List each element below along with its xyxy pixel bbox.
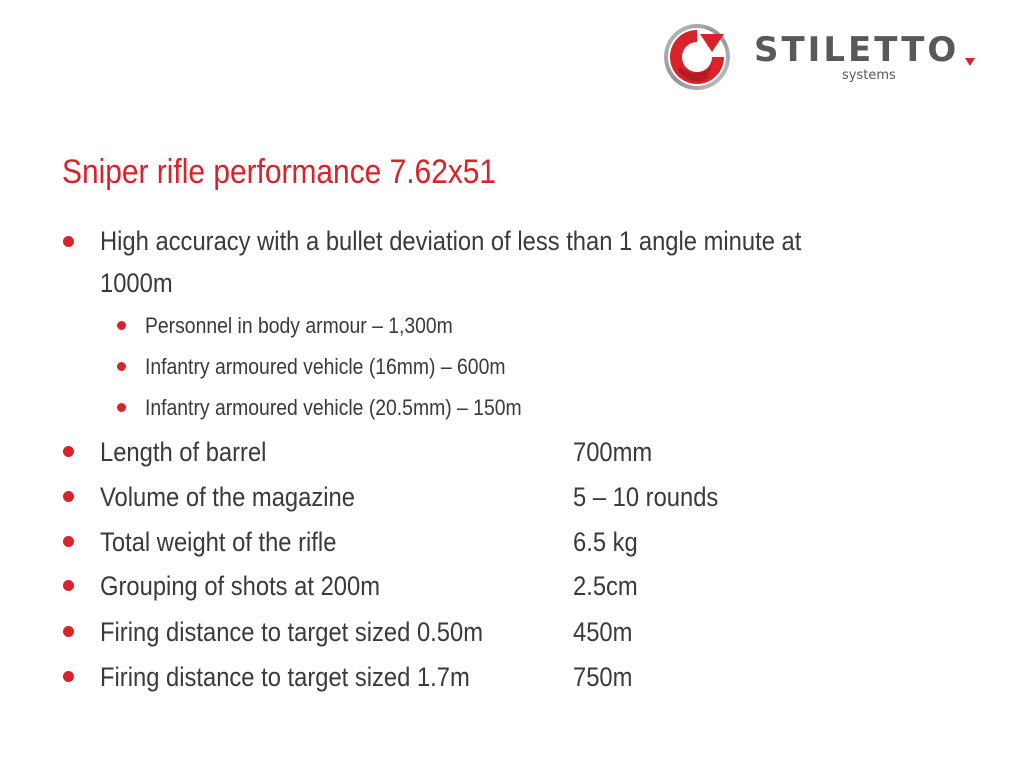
page-title: Sniper rifle performance 7.62x51 <box>62 153 497 191</box>
spec-value-barrel-length: 700mm <box>573 437 653 467</box>
bullet-dot <box>63 536 74 547</box>
bullet-dot <box>63 446 74 457</box>
logo-wordmark: STILETTO <box>754 30 960 70</box>
logo-subtitle: systems <box>842 68 896 83</box>
bullet-accuracy-line2: 1000m <box>100 268 173 298</box>
spec-value-distance-0-50m: 450m <box>573 617 633 647</box>
bullet-dot <box>63 491 74 502</box>
bullet-dot <box>63 626 74 637</box>
bullet-dot <box>63 580 74 591</box>
sub-item-vehicle-16mm: Infantry armoured vehicle (16mm) – 600m <box>145 354 506 379</box>
sub-bullet-dot <box>117 362 126 371</box>
spec-label-barrel-length: Length of barrel <box>100 437 267 467</box>
sub-item-body-armour: Personnel in body armour – 1,300m <box>145 313 453 338</box>
bullet-dot <box>63 236 74 247</box>
sub-bullet-dot <box>117 321 126 330</box>
spec-label-magazine-volume: Volume of the magazine <box>100 482 355 512</box>
sub-bullet-dot <box>117 403 126 412</box>
spec-label-total-weight: Total weight of the rifle <box>100 527 337 557</box>
spec-value-distance-1-7m: 750m <box>573 662 633 692</box>
spec-value-total-weight: 6.5 kg <box>573 527 638 557</box>
bullet-accuracy-line1: High accuracy with a bullet deviation of less than 1 angle minute at <box>100 226 802 256</box>
spec-value-grouping: 2.5cm <box>573 571 638 601</box>
bullet-dot <box>63 671 74 682</box>
spec-label-distance-0-50m: Firing distance to target sized 0.50m <box>100 617 483 647</box>
sub-item-vehicle-20-5mm: Infantry armoured vehicle (20.5mm) – 150m <box>145 395 522 420</box>
spec-value-magazine-volume: 5 – 10 rounds <box>573 482 719 512</box>
spec-label-grouping: Grouping of shots at 200m <box>100 571 381 601</box>
spec-label-distance-1-7m: Firing distance to target sized 1.7m <box>100 662 470 692</box>
